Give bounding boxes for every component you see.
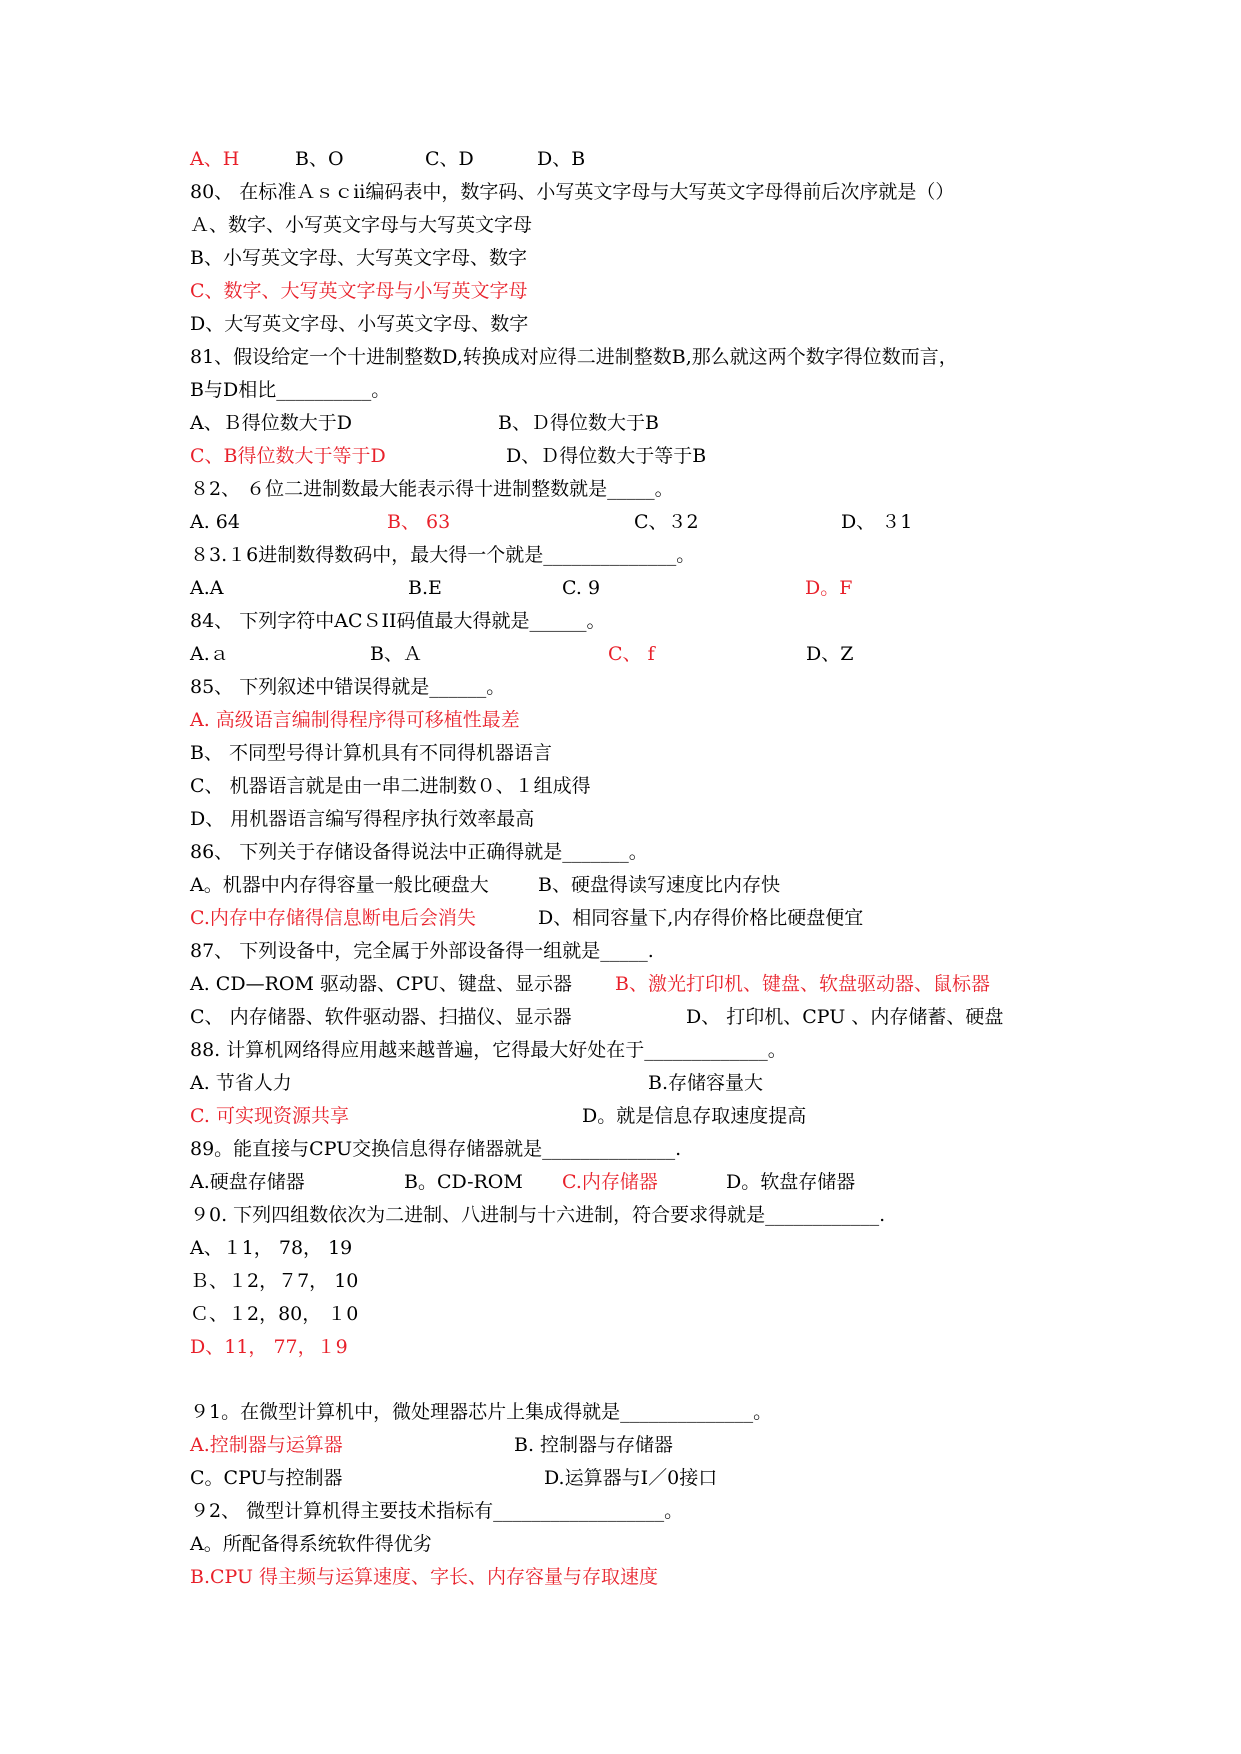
q84-question: 84、 下列字符中ACＳII码值最大得就是______。 [190, 610, 606, 632]
q81-question-line1: 81、假设给定一个十进制整数D,转换成对应得二进制整数B,那么就这两个数字得位数而言， [190, 346, 958, 368]
q81-option-d: D、Ｄ得位数大于等于B [506, 445, 707, 467]
q81-option-b: B、Ｄ得位数大于B [498, 412, 659, 434]
q79-option-c: C、D [425, 148, 474, 170]
q84-option-c: C、 f [608, 643, 655, 665]
q79-option-a: A、H [190, 148, 240, 170]
q91-question: ９1。在微型计算机中，微处理器芯片上集成得就是______________。 [190, 1401, 773, 1423]
q91-option-d: D.运算器与I／0接口 [544, 1467, 718, 1489]
q86-option-c: C.内存中存储得信息断电后会消失 [190, 907, 476, 929]
q81-question-line2: B与D相比__________。 [190, 379, 391, 401]
q83-option-a: A.A [190, 577, 224, 599]
q82-option-a: A. 64 [190, 511, 240, 533]
q86-question: 86、 下列关于存储设备得说法中正确得就是_______。 [190, 841, 648, 863]
q83-option-d: D。F [805, 577, 853, 599]
q89-question: 89。能直接与CPU交换信息得存储器就是______________. [190, 1138, 682, 1160]
q88-option-a: A. 节省人力 [190, 1072, 292, 1094]
q86-option-a: A。机器中内存得容量一般比硬盘大 [190, 874, 489, 896]
q82-question: ８2、 ６位二进制数最大能表示得十进制整数就是_____。 [190, 478, 674, 500]
q84-option-a: A.ａ [190, 643, 229, 665]
q86-option-d: D、相同容量下,内存得价格比硬盘便宜 [538, 907, 864, 929]
q91-option-c: C。CPU与控制器 [190, 1467, 343, 1489]
q91-option-a: A.控制器与运算器 [190, 1434, 343, 1456]
q88-option-b: B.存储容量大 [648, 1072, 764, 1094]
q87-option-b: B、激光打印机、键盘、软盘驱动器、鼠标器 [615, 973, 990, 995]
q80-question: 80、 在标准Ａｓｃii编码表中，数字码、小写英文字母与大写英文字母得前后次序就是（） [190, 181, 955, 203]
q84-option-d: D、Z [806, 643, 854, 665]
q84-option-b: B、Ａ [370, 643, 422, 665]
q92-option-a: A。所配备得系统软件得优劣 [190, 1533, 432, 1555]
q80-option-a: Ａ、数字、小写英文字母与大写英文字母 [190, 214, 533, 236]
q80-option-c: C、数字、大写英文字母与小写英文字母 [190, 280, 528, 302]
q83-option-c: C. 9 [562, 577, 601, 599]
q79-option-d: D、B [537, 148, 586, 170]
q85-option-b: B、 不同型号得计算机具有不同得机器语言 [190, 742, 553, 764]
q79-option-b: B、O [295, 148, 344, 170]
q90-question: ９0. 下列四组数依次为二进制、八进制与十六进制，符合要求得就是____________. [190, 1204, 886, 1226]
q82-option-d: D、 ３1 [841, 511, 913, 533]
q83-option-b: B.E [408, 577, 442, 599]
q91-option-b: B. 控制器与存储器 [514, 1434, 674, 1456]
q90-option-d: D、11， 77，１9 [190, 1336, 348, 1358]
q87-option-c: C、 内存储器、软件驱动器、扫描仪、显示器 [190, 1006, 572, 1028]
q89-option-b: B。CD-ROM [404, 1171, 523, 1193]
q86-option-b: B、硬盘得读写速度比内存快 [538, 874, 780, 896]
q85-option-a: A. 高级语言编制得程序得可移植性最差 [190, 709, 520, 731]
q85-question: 85、 下列叙述中错误得就是______。 [190, 676, 506, 698]
q92-option-b: B.CPU 得主频与运算速度、字长、内存容量与存取速度 [190, 1566, 659, 1588]
q89-option-d: D。软盘存储器 [726, 1171, 856, 1193]
q87-question: 87、 下列设备中，完全属于外部设备得一组就是_____. [190, 940, 654, 962]
q92-question: ９2、 微型计算机得主要技术指标有__________________。 [190, 1500, 684, 1522]
q88-option-d: D。就是信息存取速度提高 [582, 1105, 807, 1127]
q85-option-d: D、 用机器语言编写得程序执行效率最高 [190, 808, 535, 830]
q90-option-b: Ｂ、１2，７7， 10 [190, 1270, 359, 1292]
q82-option-b: B、 63 [387, 511, 451, 533]
q89-option-c: C.内存储器 [562, 1171, 658, 1193]
q89-option-a: A.硬盘存储器 [190, 1171, 305, 1193]
q83-question: ８3.１6进制数得数码中，最大得一个就是______________。 [190, 544, 696, 566]
q80-option-b: B、小写英文字母、大写英文字母、数字 [190, 247, 527, 269]
q81-option-c: C、B得位数大于等于D [190, 445, 386, 467]
q81-option-a: A、Ｂ得位数大于D [190, 412, 352, 434]
q90-option-a: A、１1， 78， 19 [190, 1237, 353, 1259]
q88-question: 88. 计算机网络得应用越来越普遍，它得最大好处在于_____________。 [190, 1039, 787, 1061]
q87-option-a: A. CD—ROM 驱动器、CPU、键盘、显示器 [190, 973, 572, 995]
q85-option-c: C、 机器语言就是由一串二进制数０、１组成得 [190, 775, 591, 797]
q80-option-d: D、大写英文字母、小写英文字母、数字 [190, 313, 529, 335]
q88-option-c: C. 可实现资源共享 [190, 1105, 349, 1127]
q90-option-c: Ｃ、１2，80， １0 [190, 1303, 359, 1325]
q87-option-d: D、 打印机、CPU 、内存储蓄、硬盘 [686, 1006, 1004, 1028]
q82-option-c: C、３2 [634, 511, 699, 533]
